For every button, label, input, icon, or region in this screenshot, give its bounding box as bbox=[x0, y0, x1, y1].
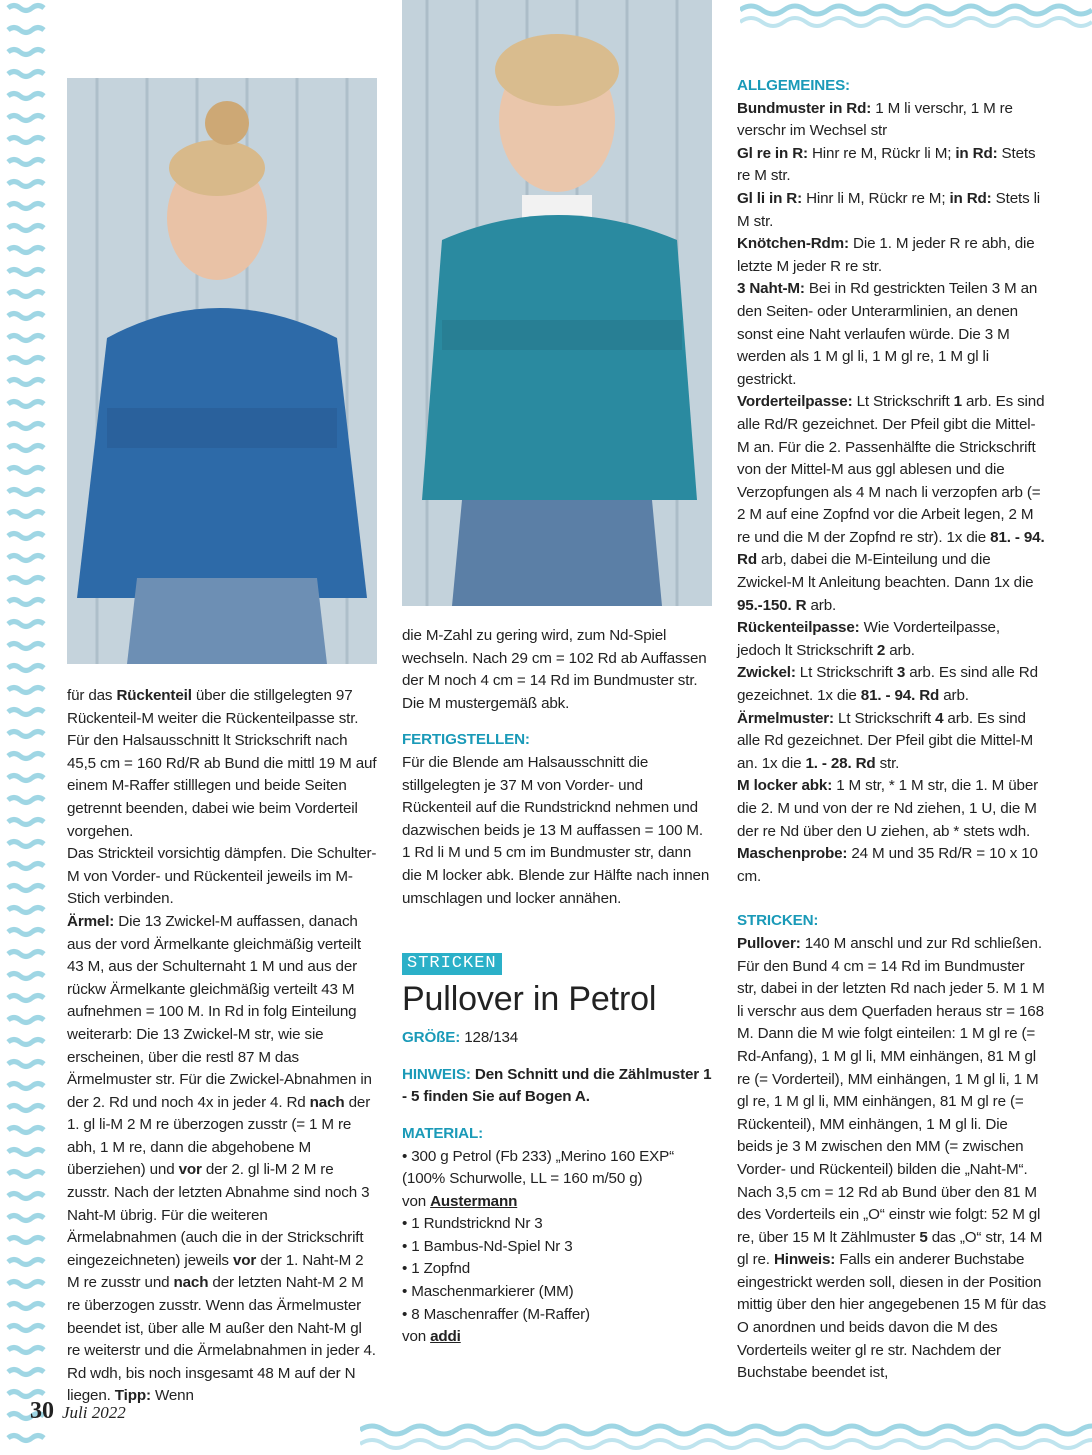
term: 81. - 94. Rd bbox=[737, 528, 1045, 569]
term: in Rd: bbox=[949, 189, 992, 207]
term: 95.-150. R bbox=[737, 596, 807, 614]
text: Lt Strickschrift bbox=[795, 664, 897, 682]
definition bbox=[737, 708, 1047, 776]
definition bbox=[737, 391, 1047, 617]
text-bold: nach bbox=[173, 1274, 209, 1292]
text: der 1. gl li-M 2 M re überzogen zusstr (= 1 M re abh, 1 M re, dann die abgehobene M überziehen) und bbox=[67, 1093, 371, 1179]
text-bold: vor bbox=[178, 1161, 202, 1179]
general-heading: ALLGEMEINES: bbox=[737, 77, 850, 94]
text: über die stillgelegten 97 Rückenteil-M weiter die Rückenteilpasse str. Für den Halsausschnitt lt Strickschrift nach 45,5 cm = 160 Rd/R ab Bund die mittl 19 M auf einem M-Raffer stilllegen und beide Seiten getrennt beenden, dabei wie beim Vorderteil vorgehen. bbox=[67, 687, 377, 840]
term: Ärmelmuster: bbox=[737, 709, 834, 727]
term: 4 bbox=[935, 709, 944, 727]
material-source bbox=[402, 1191, 712, 1214]
brand-name: addi bbox=[430, 1328, 461, 1346]
term: in Rd: bbox=[955, 144, 998, 162]
page-number: 30 bbox=[30, 1398, 54, 1424]
material-source bbox=[402, 1326, 712, 1349]
sleeve-paragraph bbox=[67, 911, 377, 1408]
text: arb, dabei die M-Einteilung und die Zwickel-M lt Anleitung beachten. Dann 1x die bbox=[737, 551, 1034, 592]
definition bbox=[737, 143, 1047, 188]
text: Falls ein anderer Buchstabe eingestrickt werden soll, diesen in der Position mittig über den hier angegebenen 15 M für das O anordnen und beids davon die M des Vorderteils weiter gl re str. Nachdem der Buchstabe beendet ist, bbox=[737, 1251, 1047, 1382]
material-item: • 1 Bambus-Nd-Spiel Nr 3 bbox=[402, 1237, 573, 1255]
text-bold: nach bbox=[309, 1093, 345, 1111]
text: Die 1. M jeder R re abh, die letzte M jeder R re str. bbox=[737, 235, 1035, 275]
definition bbox=[737, 843, 1047, 888]
term: Bundmuster in Rd: bbox=[737, 99, 872, 117]
material-item: • 1 Zopfnd bbox=[402, 1260, 470, 1278]
right-text-column bbox=[737, 75, 1047, 1385]
photo-boy-petrol-sweater bbox=[402, 0, 712, 606]
text: arb. bbox=[885, 641, 915, 659]
definition bbox=[737, 278, 1047, 391]
text-bold: Tipp: bbox=[114, 1387, 151, 1405]
material-heading: MATERIAL: bbox=[402, 1124, 484, 1142]
term: Knötchen-Rdm: bbox=[737, 235, 849, 253]
back-piece-paragraph bbox=[67, 685, 377, 843]
text: arb. Es sind alle Rd gezeichnet. 1x die bbox=[737, 664, 1038, 705]
term: M locker abk: bbox=[737, 777, 833, 795]
text: 1 M str, * 1 M str, die 1. M über die 2. M und von der re Nd ziehen, 1 U, die M der re Nd über den U ziehen, ab * stets wdh. bbox=[737, 777, 1039, 840]
term: 3 Naht-M: bbox=[737, 280, 805, 298]
size-value: 128/134 bbox=[460, 1029, 519, 1047]
definition bbox=[737, 98, 1047, 143]
text-bold: vor bbox=[232, 1251, 257, 1269]
term: 2 bbox=[876, 641, 886, 659]
category-tag: STRICKEN bbox=[402, 953, 502, 975]
hint-line bbox=[402, 1064, 712, 1109]
material-item: • Maschenmarkierer (MM) bbox=[402, 1283, 574, 1301]
term: 5 bbox=[919, 1228, 928, 1246]
text: 140 M anschl und zur Rd schließen. Für den Bund 4 cm = 14 Rd im Bundmuster str, dabei in der letzten Rd nach jeder 5. M 1 M li verschr aus dem Querfaden heraus str = 168 M. Dann die M wie folgt einteilen: 1 M gl re (= Rd-Anfang), 1 M gl li, MM einhängen, 81 M gl re (= Vorderteil), MM einhängen, 1 M gl li, 1 M gl re, 1 M gl li, MM einhängen, 81 M gl re (= Rückenteil), MM einhängen, 1 M gl li. Die beids je 3 M zwischen den MM (= zwischen Vorder- und Rückenteil) bilden die „Naht-M“. Nach 3,5 cm = 12 Rd ab Bund über den 81 M des Vorderteils ein „O“ einstr wie folgt: 52 M gl re, über 15 M lt Zählmuster bbox=[737, 934, 1045, 1246]
term: Zwickel: bbox=[737, 664, 796, 682]
term: Pullover: bbox=[737, 934, 801, 952]
issue-date: Juli 2022 bbox=[62, 1403, 126, 1422]
hint-text: Den Schnitt und die Zählmuster 1 - 5 finden Sie auf Bogen A. bbox=[402, 1065, 712, 1106]
term: Vorderteilpasse: bbox=[737, 393, 853, 411]
text: das „O“ str, 14 M gl re. bbox=[737, 1228, 1043, 1269]
text: Bei in Rd gestrickten Teilen 3 M an den Seiten- oder Unterarmlinien, an denen sonst eine Naht verlaufen würde. Die 3 M werden als 1 M gl li, 1 M gl re, 1 M gl li gestrickt. bbox=[737, 280, 1038, 388]
size-label: GRÖßE: bbox=[402, 1029, 461, 1047]
material-item: • 300 g Petrol (Fb 233) „Merino 160 EXP“ (100% Schurwolle, LL = 160 m/50 g) bbox=[402, 1147, 674, 1188]
text: Hinr re M, Rückr li M; bbox=[807, 144, 956, 162]
material-item: • 1 Rundstricknd Nr 3 bbox=[402, 1215, 543, 1233]
left-text-column bbox=[67, 685, 377, 1408]
text: Lt Strickschrift bbox=[833, 709, 936, 727]
term: 3 bbox=[896, 664, 906, 682]
size-line bbox=[402, 1027, 712, 1050]
text: 1 M li verschr, 1 M re verschr im Wechsel str bbox=[737, 99, 1013, 140]
material-item: • 8 Maschenraffer (M-Raffer) bbox=[402, 1305, 590, 1323]
term: Gl re in R: bbox=[737, 144, 808, 162]
term: 1. - 28. Rd bbox=[805, 754, 876, 772]
text: str. bbox=[875, 754, 900, 772]
term: Gl li in R: bbox=[737, 189, 803, 207]
text-bold: Ärmel: bbox=[67, 912, 115, 930]
text: arb. bbox=[806, 596, 837, 614]
term: 81. - 94. Rd bbox=[860, 687, 940, 705]
text: Hinr li M, Rückr re M; bbox=[802, 189, 950, 207]
text: arb. Es sind alle Rd/R gezeichnet. Der Pfeil gibt die Mittel-M an. Für die 2. Passenhälfte die Strickschrift von der Mittel-M aus ggl ablesen und die Verzopfungen als 4 M nach li verzopfen arb (= 2 M auf eine Zopfnd vor die Arbeit legen, 2 M re und die M der Zopfnd re str). 1x die bbox=[737, 393, 1045, 546]
term: 1 bbox=[953, 393, 962, 411]
text: 24 M und 35 Rd/R = 10 x 10 cm. bbox=[737, 845, 1038, 885]
definition bbox=[737, 233, 1047, 278]
pullover-paragraph bbox=[737, 933, 1047, 1385]
text: Wenn bbox=[150, 1387, 194, 1405]
text: Stets re M str. bbox=[737, 144, 1036, 185]
sleeve-continuation-paragraph: die M-Zahl zu gering wird, zum Nd-Spiel wechseln. Nach 29 cm = 102 Rd ab Auffassen der M noch 4 cm = 14 Rd im Bundmuster str. Die M mustergemäß abk. bbox=[402, 627, 707, 712]
middle-text-column bbox=[402, 625, 712, 1349]
text: für das bbox=[67, 687, 117, 704]
finishing-heading: FERTIGSTELLEN: bbox=[402, 731, 530, 749]
definition bbox=[737, 188, 1047, 233]
text: Wie Vorderteilpasse, jedoch lt Strickschrift bbox=[737, 619, 1000, 659]
steaming-paragraph: Das Strickteil vorsichtig dämpfen. Die Schulter-M von Vorder- und Rückenteil jeweils im M-Stich verbinden. bbox=[67, 845, 377, 908]
decorative-wave-bottom bbox=[360, 1418, 1092, 1455]
photo-girl-blue-sweater bbox=[67, 78, 377, 664]
text: Lt Strickschrift bbox=[852, 393, 954, 411]
definition bbox=[737, 662, 1047, 707]
finishing-paragraph: Für die Blende am Halsausschnitt die stillgelegten je 37 M von Vorder- und Rückenteil auf die Rundstricknd nehmen und dazwischen beids je 13 M auffassen = 100 M. 1 Rd li M und 5 cm im Bundmuster str, dann die M locker abk. Blende zur Hälfte nach innen umschlagen und locker annähen. bbox=[402, 753, 710, 907]
text: Stets li M str. bbox=[737, 189, 1041, 230]
decorative-wave-left bbox=[0, 0, 56, 1455]
text: der letzten Naht-M 2 M re überzogen zusstr. Wenn das Ärmelmuster beendet ist, über alle M außer den Naht-M gl re weiterstr und die Ärmelabnahmen in jeder 4. Rd wdh, bis noch insgesamt 48 M auf der N liegen. bbox=[67, 1274, 376, 1405]
article-title: Pullover in Petrol bbox=[402, 980, 657, 1019]
text: von bbox=[402, 1192, 431, 1210]
term: Maschenprobe: bbox=[737, 845, 848, 863]
text: Die 13 Zwickel-M auffassen, danach aus der vord Ärmelkante gleichmäßig verteilt 43 M, aus der Schulternaht 1 M und aus der rückw Ärmelkante gleichmäßig verteilt 43 M aufnehmen = 100 M. In Rd in folg Einteilung weiterarb: Die 13 Zwickel-M str, wie sie erscheinen, über die restl 87 M das Ärmelmuster str. Für die Zwickel-Abnahmen in der 2. Rd und noch 4x in jeder 4. Rd bbox=[67, 912, 372, 1111]
text: von bbox=[402, 1328, 431, 1346]
brand-name: Austermann bbox=[430, 1192, 518, 1210]
text-bold: Rückenteil bbox=[116, 687, 192, 704]
hint-label: HINWEIS: bbox=[402, 1065, 471, 1083]
knitting-heading: STRICKEN: bbox=[737, 912, 819, 930]
decorative-wave-top bbox=[740, 0, 1092, 30]
definition bbox=[737, 617, 1047, 662]
term: Hinweis: bbox=[773, 1251, 836, 1269]
term: Rückenteilpasse: bbox=[737, 619, 860, 637]
page-footer bbox=[30, 1398, 126, 1425]
text: der 1. Naht-M 2 M re zusstr und bbox=[67, 1251, 364, 1292]
text: arb. bbox=[939, 687, 969, 705]
definition bbox=[737, 775, 1047, 843]
text: arb. Es sind alle Rd gezeichnet. Der Pfeil gibt die Mittel-M an. 1x die bbox=[737, 709, 1033, 772]
text: der 2. gl li-M 2 M re zusstr. Nach der letzten Abnahme sind noch 3 Naht-M übrig. Für die weiteren Ärmelabnahmen (auch die in der Strickschrift eingezeichneten) jeweils bbox=[67, 1161, 370, 1269]
